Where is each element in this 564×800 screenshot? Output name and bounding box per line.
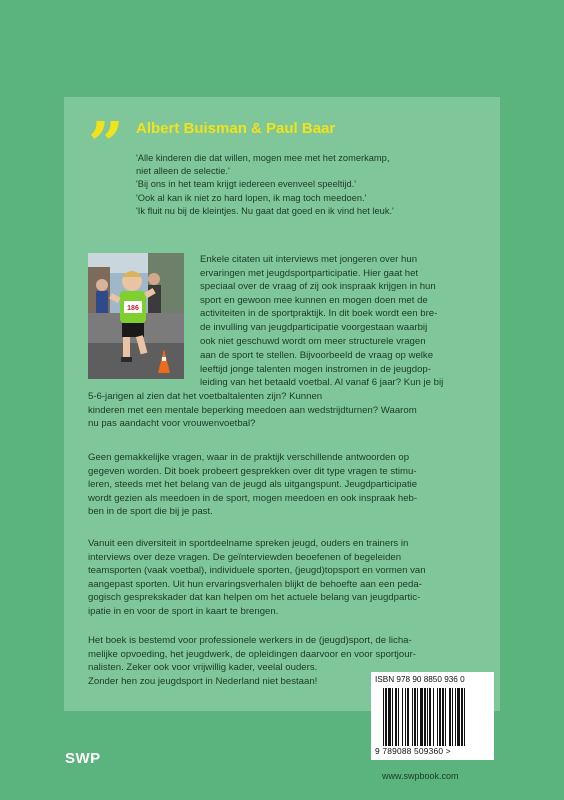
barcode-bar — [424, 688, 426, 746]
text-line: ook niet geschuwd wordt om meer structurele vragen — [200, 335, 426, 347]
text-line: gogisch gesprekskader dat kan helpen om het actuele belang van jeugdpartic- — [88, 592, 421, 604]
publisher-logo: SWP — [65, 750, 101, 767]
quote-line: 'Ik fluit nu bij de kleintjes. Nu gaat dat goed en ik vind het leuk.' — [136, 205, 394, 216]
text-line: wordt gezien als meedoen in de sport, mogen meedoen en ook inspraak heb- — [88, 492, 418, 504]
barcode-bar — [412, 688, 413, 746]
text-line: leren, steeds met het belang van de jeugd als uitgangspunt. Jeugdparticipatie — [88, 479, 418, 491]
barcode-bar — [445, 688, 446, 746]
barcode-bar — [449, 688, 451, 746]
barcode-bar — [457, 688, 460, 746]
isbn-barcode — [371, 672, 494, 760]
barcode-bar — [439, 688, 441, 746]
barcode-bar — [442, 688, 444, 746]
barcode-bar — [437, 688, 438, 746]
text-line: teamsporten (vaak voetbal), individuele sporten, (jeugd)topsport en vormen van — [88, 565, 426, 577]
text-line: ben in de sport die bij je past. — [88, 506, 213, 518]
text-line: speciaal over de vraag of zij ook inspraak krijgen in hun — [200, 281, 436, 293]
text-line: Geen gemakkelijke vragen, waar in de praktijk verschillende antwoorden op — [88, 452, 410, 463]
text-line: kinderen met een mentale beperking meedoen aan wedstrijdturnen? Waarom — [88, 404, 417, 416]
barcode-bar — [405, 688, 406, 746]
text-line: Enkele citaten uit interviews met jongeren over hun — [200, 254, 418, 265]
barcode-bar — [385, 688, 387, 746]
barcode-bar — [392, 688, 393, 746]
text-line: de invulling van jeugdparticipatie voorgestaan waarbij — [200, 321, 428, 333]
text-line: leeftijd jonge talenten mogen instromen in de jeugdop- — [200, 363, 431, 375]
text-line: Zonder hen zou jeugdsport in Nederland niet bestaan! — [88, 675, 318, 687]
runner-photo — [88, 253, 184, 379]
isbn-label: ISBN 978 90 8850 936 0 — [375, 675, 465, 684]
text-line: aan de sport te stellen. Bijvoorbeeld de vraag op welke — [200, 350, 434, 361]
barcode-bar — [433, 688, 434, 746]
text-line: sport en gewoon mee kunnen en mogen doen met de — [200, 294, 428, 306]
text-line: Het boek is bestemd voor professionele werkers in de (jeugd)sport, de licha- — [88, 635, 412, 646]
bib-number: 186 — [127, 305, 139, 312]
barcode-bar — [464, 688, 465, 746]
text-line: aangepast sporten. Uit hun ervaringsverhalen blijkt de behoefte aan een peda- — [88, 578, 422, 590]
barcode-bar — [452, 688, 453, 746]
quote-line: 'Bij ons in het team krijgt iedereen evenveel speeltijd.' — [136, 179, 357, 190]
text-line: ervaringen met jeugdsportparticipatie. Hier gaat het — [200, 267, 419, 279]
text-line: leiding van het betaald voetbal. Al vanaf 6 jaar? Kun je bij — [200, 377, 444, 389]
barcode-bar — [420, 688, 423, 746]
text-line: Vanuit een diversiteit in sportdeelname spreken jeugd, ouders en trainers in — [88, 538, 409, 549]
paragraph-questions — [88, 451, 417, 519]
barcode-bars — [383, 688, 483, 746]
barcode-bar — [414, 688, 416, 746]
barcode-bar — [388, 688, 391, 746]
text-line: nu pas aandacht voor vrouwenvoetbal? — [88, 418, 256, 430]
runner-photo-illustration — [88, 253, 184, 379]
paragraph-audience — [88, 634, 416, 688]
authors: Albert Buisman & Paul Baar — [136, 120, 336, 137]
paragraph-intro-side — [200, 253, 437, 348]
quote-line: 'Alle kinderen die dat willen, mogen mee met het zomerkamp, — [136, 153, 390, 163]
quote-line: 'Ook al kan ik niet zo hard lopen, ik mag toch meedoen.' — [136, 192, 367, 203]
text-line: nalisten. Zeker ook voor vrijwillig kader, veelal ouders. — [88, 662, 318, 674]
publisher-website: www.swpbook.com — [382, 771, 459, 781]
quotes-block — [136, 152, 476, 218]
paragraph-intro-continued — [200, 349, 443, 390]
barcode-bar — [383, 688, 384, 746]
text-line: gegeven worden. Dit boek probeert gesprekken over dit type vragen te stimu- — [88, 465, 417, 477]
text-line: ipatie in en voor de sport in kaart te brengen. — [88, 605, 279, 617]
barcode-bar — [427, 688, 428, 746]
quote-mark-icon: ” — [88, 108, 118, 181]
barcode-bar — [407, 688, 409, 746]
barcode-bar — [395, 688, 397, 746]
quote-line: niet alleen de selectie.' — [136, 166, 230, 177]
barcode-bar — [429, 688, 431, 746]
barcode-bar — [455, 688, 456, 746]
barcode-digits: 9 789088 509360 > — [375, 746, 451, 756]
barcode-bar — [402, 688, 403, 746]
barcode-bar — [398, 688, 399, 746]
text-line: melijke opvoeding, het jeugdwerk, de opleidingen daarvoor en voor sportjour- — [88, 648, 416, 660]
barcode-bar — [461, 688, 463, 746]
text-line: interviews over deze vragen. De geïnterviewden beoefenen of begeleiden — [88, 551, 402, 563]
paragraph-interviews — [88, 537, 426, 619]
text-line: activiteiten in de sportpraktijk. In dit boek wordt een bre- — [200, 308, 438, 320]
text-line: 5-6-jarigen al zien dat het voetbaltalenten zijn? Kunnen — [88, 391, 323, 402]
paragraph-intro-full — [88, 390, 417, 431]
barcode-bar — [417, 688, 418, 746]
